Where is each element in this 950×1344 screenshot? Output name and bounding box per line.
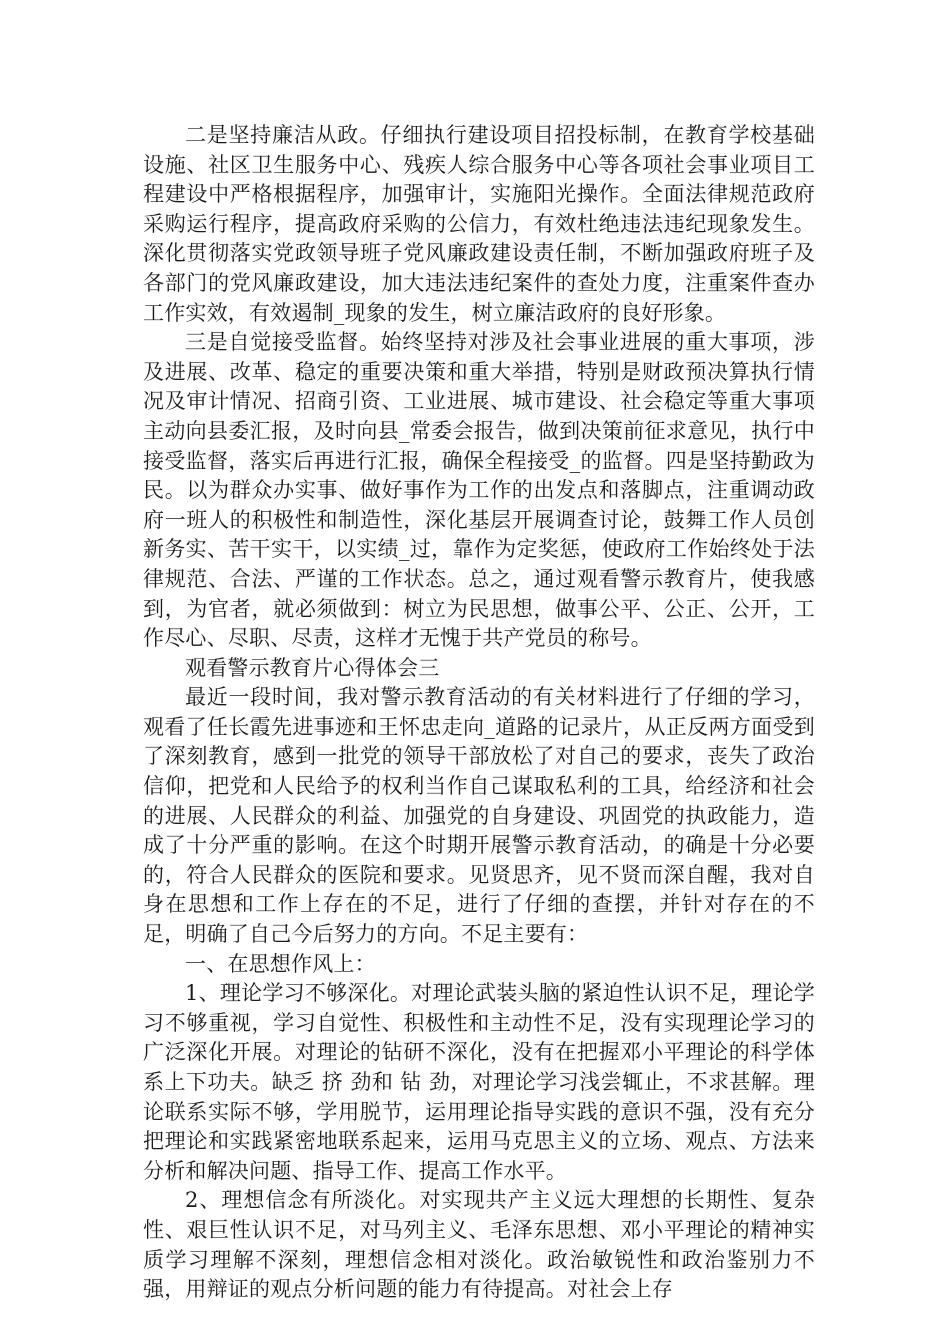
paragraph-theory-study: 1、理论学习不够深化。对理论武装头脑的紧迫性认识不足，理论学习不够重视，学习自觉性、积极性和主动性不足，没有实现理论学习的广泛深化开展。对理论的钻研不深化，没有在把握邓小平理论的科学体系上下功夫。缺乏 挤 劲和 钻 劲，对理论学习浅尝辄止，不求甚解。理论联系实际不够，学用脱节，运用理论指导实践的意识不强，没有充分把理论和实践紧密地联系起来，运用马克思主义的立场、观点、方法来分析和解决问题、指导工作、提高工作水平。 bbox=[143, 981, 815, 1183]
paragraph-intro: 最近一段时间，我对警示教育活动的有关材料进行了仔细的学习，观看了任长霞先进事迹和王怀忠走向_道路的记录片，从正反两方面受到了深刻教育，感到一批党的领导干部放松了对自己的要求，丧失了政治信仰，把党和人民给予的权利当作自己谋取私利的工具，给经济和社会的进展、人民群众的利益、加强党的自身建设、巩固党的执政能力，造成了十分严重的影响。在这个时期开展警示教育活动，的确是十分必要的，符合人民群众的医院和要求。见贤思齐，见不贤而深自醒，我对自身在思想和工作上存在的不足，进行了仔细的查摆，并针对存在的不足，明确了自己今后努力的方向。不足主要有： bbox=[143, 685, 815, 947]
section-heading: 观看警示教育片心得体会三 bbox=[185, 655, 440, 680]
paragraph-supervision: 三是自觉接受监督。始终坚持对涉及社会事业进展的重大事项，涉及进展、改革、稳定的重要决策和重大举措，特别是财政预决算执行情况及审计情况、招商引资、工业进展、城市建设、社会稳定等重大事项主动向县委汇报，及时向县_常委会报告，做到决策前征求意见，执行中接受监督，落实后再进行汇报，确保全程接受_的监督。四是坚持勤政为民。以为群众办实事、做好事作为工作的出发点和落脚点，注重调动政府一班人的积极性和制造性，深化基层开展调查讨论，鼓舞工作人员创新务实、苦干实干，以实绩_过，靠作为定奖惩，使政府工作始终处于法律规范、合法、严谨的工作状态。总之，通过观看警示教育片，使我感到，为官者，就必须做到：树立为民思想，做事公平、公正、公开，工作尽心、尽职、尽责，这样才无愧于共产党员的称号。 bbox=[143, 330, 815, 651]
paragraph-ideals: 2、理想信念有所淡化。对实现共产主义远大理想的长期性、复杂性、艰巨性认识不足，对马列主义、毛泽东思想、邓小平理论的精神实质学习理解不深刻，理想信念相对淡化。政治敏锐性和政治鉴别力不强，用辩证的观点分析问题的能力有待提高。对社会上存 bbox=[143, 1188, 815, 1302]
document-body bbox=[143, 121, 815, 1305]
paragraph-integrity: 二是坚持廉洁从政。仔细执行建设项目招投标制，在教育学校基础设施、社区卫生服务中心、残疾人综合服务中心等各项社会事业项目工程建设中严格根据程序，加强审计，实施阳光操作。全面法律规范政府采购运行程序，提高政府采购的公信力，有效杜绝违法违纪现象发生。深化贯彻落实党政领导班子党风廉政建设责任制，不断加强政府班子及各部门的党风廉政建设，加大违法违纪案件的查处力度，注重案件查办工作实效，有效遏制_现象的发生，树立廉洁政府的良好形象。 bbox=[143, 123, 815, 325]
subsection-heading: 一、在思想作风上： bbox=[185, 951, 376, 976]
